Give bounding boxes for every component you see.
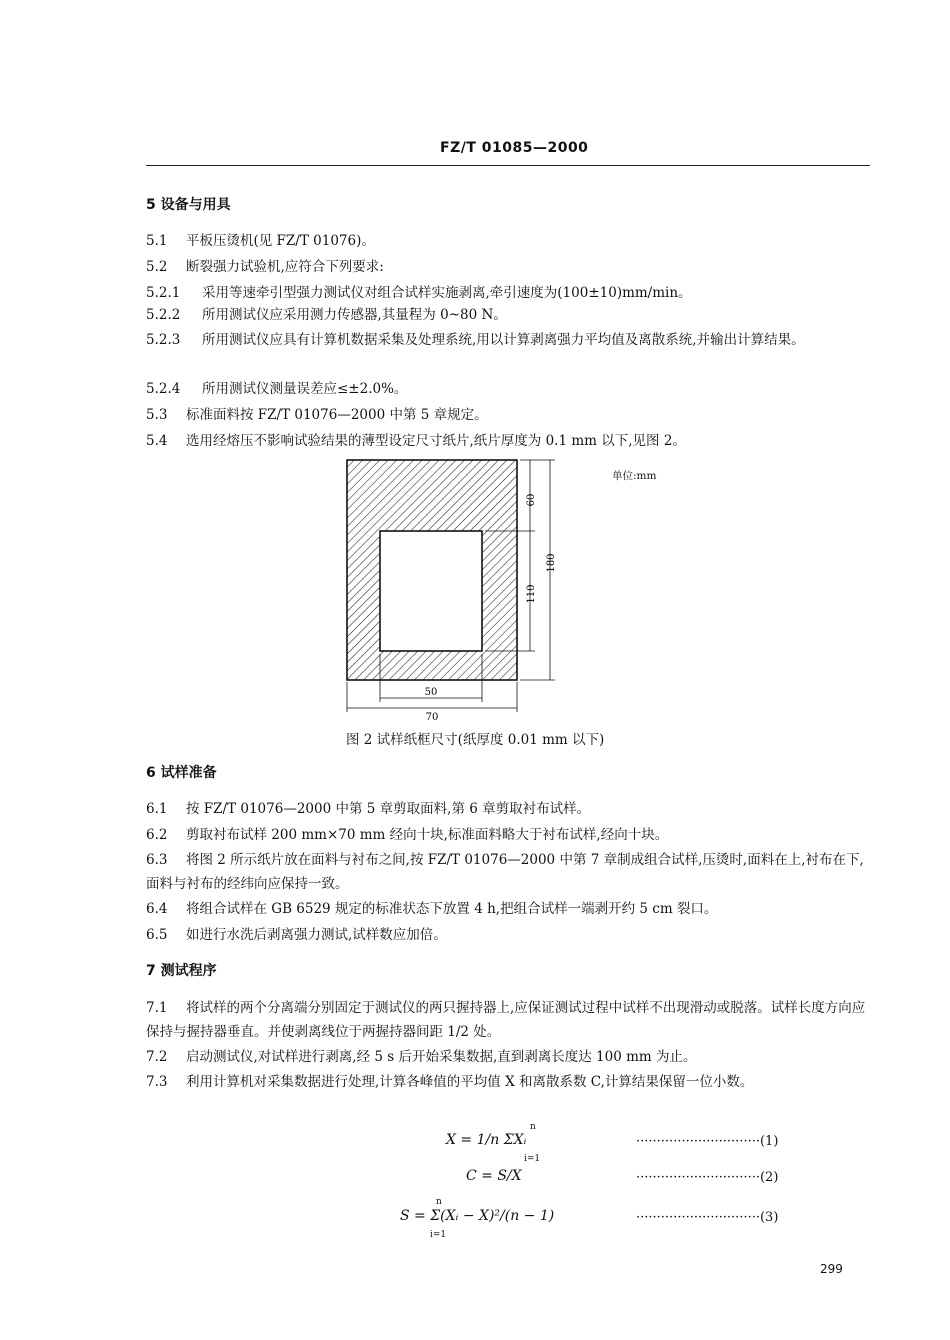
formula-3 (400, 1197, 555, 1240)
dim-70-label: 70 (425, 712, 439, 723)
item-text: 将图 2 所示纸片放在面料与衬布之间,按 FZ/T 01076—2000 中第 7 章制成组合试样,压烫时,面料在上,衬布在下,面料与衬布的经纬向应保持一致。 (146, 852, 864, 892)
item-7-3 (146, 1070, 872, 1094)
dim-60-label: 60 (526, 493, 537, 507)
formula-expression: S = Σ(Xᵢ − X)²/(n − 1) (400, 1208, 555, 1224)
item-number: 6.1 (146, 801, 168, 817)
figure-unit-label: 单位:mm (612, 470, 657, 482)
item-6-1 (146, 800, 590, 818)
item-text: 启动测试仪,对试样进行剥离,经 5 s 后开始采集数据,直到剥离长度达 100 mm 为止。 (186, 1049, 697, 1065)
item-text: 选用经熔压不影响试验结果的薄型设定尺寸纸片,纸片厚度为 0.1 mm 以下,见图 2。 (186, 433, 686, 449)
item-text: 利用计算机对采集数据进行处理,计算各峰值的平均值 X 和离散系数 C,计算结果保留一位小数。 (186, 1074, 754, 1090)
section-5-title: 5 设备与用具 (146, 197, 231, 213)
equation-number: (3) (759, 1210, 779, 1225)
formula-1 (446, 1122, 541, 1164)
item-number: 5.2.3 (146, 332, 181, 348)
item-number: 6.5 (146, 927, 168, 943)
figure-2-paper-frame (330, 450, 690, 730)
item-number: 5.2.2 (146, 307, 181, 323)
item-5-2-2 (146, 306, 507, 324)
formula-expression: X = 1/n ΣXᵢ (446, 1132, 527, 1148)
frame-window (380, 531, 482, 651)
item-5-4 (146, 432, 686, 450)
formula-3-leader: ······························(3) (636, 1210, 779, 1225)
item-7-2 (146, 1048, 697, 1066)
standard-code-header: FZ/T 01085—2000 (440, 140, 589, 156)
sum-upper-limit: n (530, 1122, 536, 1132)
item-5-3 (146, 406, 488, 424)
item-text: 剪取衬布试样 200 mm×70 mm 经向十块,标准面料略大于衬布试样,经向十块。 (186, 827, 669, 843)
item-6-3 (146, 848, 872, 896)
equation-number: (1) (759, 1134, 779, 1149)
figure-2-caption: 图 2 试样纸框尺寸(纸厚度 0.01 mm 以下) (346, 732, 605, 748)
item-5-2-3 (146, 328, 872, 352)
item-7-1 (146, 996, 872, 1044)
item-text: 如进行水洗后剥离强力测试,试样数应加倍。 (186, 927, 447, 943)
equation-number: (2) (759, 1170, 779, 1185)
item-number: 5.1 (146, 233, 168, 249)
dim-110-label: 110 (526, 584, 537, 604)
item-5-2 (146, 258, 384, 276)
item-number: 5.2.1 (146, 285, 181, 301)
section-7-title: 7 测试程序 (146, 963, 217, 979)
header-rule (146, 165, 870, 166)
item-text: 平板压烫机(见 FZ/T 01076)。 (186, 233, 375, 249)
item-number: 5.3 (146, 407, 168, 423)
sum-lower-limit: i=1 (524, 1154, 541, 1164)
item-number: 7.2 (146, 1049, 168, 1065)
item-5-2-1 (146, 284, 692, 302)
formula-2-leader: ······························(2) (636, 1170, 779, 1185)
sum-upper-limit: n (436, 1197, 442, 1207)
item-number: 7.1 (146, 1000, 168, 1016)
formula-expression: C = S/X (466, 1168, 522, 1184)
formula-2 (466, 1168, 522, 1184)
item-5-1 (146, 232, 375, 250)
item-text: 所用测试仪应具有计算机数据采集及处理系统,用以计算剥离强力平均值及离散系统,并输出计算结果。 (202, 332, 805, 348)
section-6-title: 6 试样准备 (146, 765, 217, 781)
item-text: 所用测试仪测量误差应≤±2.0%。 (202, 381, 408, 397)
item-6-5 (146, 926, 447, 944)
item-text: 断裂强力试验机,应符合下列要求: (186, 259, 384, 275)
item-text: 将组合试样在 GB 6529 规定的标准状态下放置 4 h,把组合试样一端剥开约 5 cm 裂口。 (186, 901, 718, 917)
item-text: 标准面料按 FZ/T 01076—2000 中第 5 章规定。 (186, 407, 488, 423)
item-number: 7.3 (146, 1074, 168, 1090)
item-5-2-4 (146, 380, 407, 398)
item-text: 按 FZ/T 01076—2000 中第 5 章剪取面料,第 6 章剪取衬布试样。 (186, 801, 591, 817)
dim-180-label: 180 (546, 553, 557, 573)
item-text: 采用等速牵引型强力测试仪对组合试样实施剥离,牵引速度为(100±10)mm/min。 (202, 285, 692, 301)
item-6-4 (146, 900, 717, 918)
dim-50-label: 50 (424, 687, 438, 698)
item-number: 5.4 (146, 433, 168, 449)
item-6-2 (146, 826, 668, 844)
item-text: 将试样的两个分离端分别固定于测试仪的两只握持器上,应保证测试过程中试样不出现滑动或脱落。试样长度方向应保持与握持器垂直。并使剥离线位于两握持器间距 1/2 处。 (146, 1000, 866, 1040)
item-number: 6.4 (146, 901, 168, 917)
sum-lower-limit: i=1 (430, 1230, 447, 1240)
item-text: 所用测试仪应采用测力传感器,其量程为 0~80 N。 (202, 307, 507, 323)
item-number: 6.2 (146, 827, 168, 843)
formula-1-leader: ······························(1) (636, 1134, 779, 1149)
item-number: 5.2 (146, 259, 168, 275)
item-number: 6.3 (146, 852, 168, 868)
item-number: 5.2.4 (146, 381, 181, 397)
page-number: 299 (820, 1262, 843, 1276)
